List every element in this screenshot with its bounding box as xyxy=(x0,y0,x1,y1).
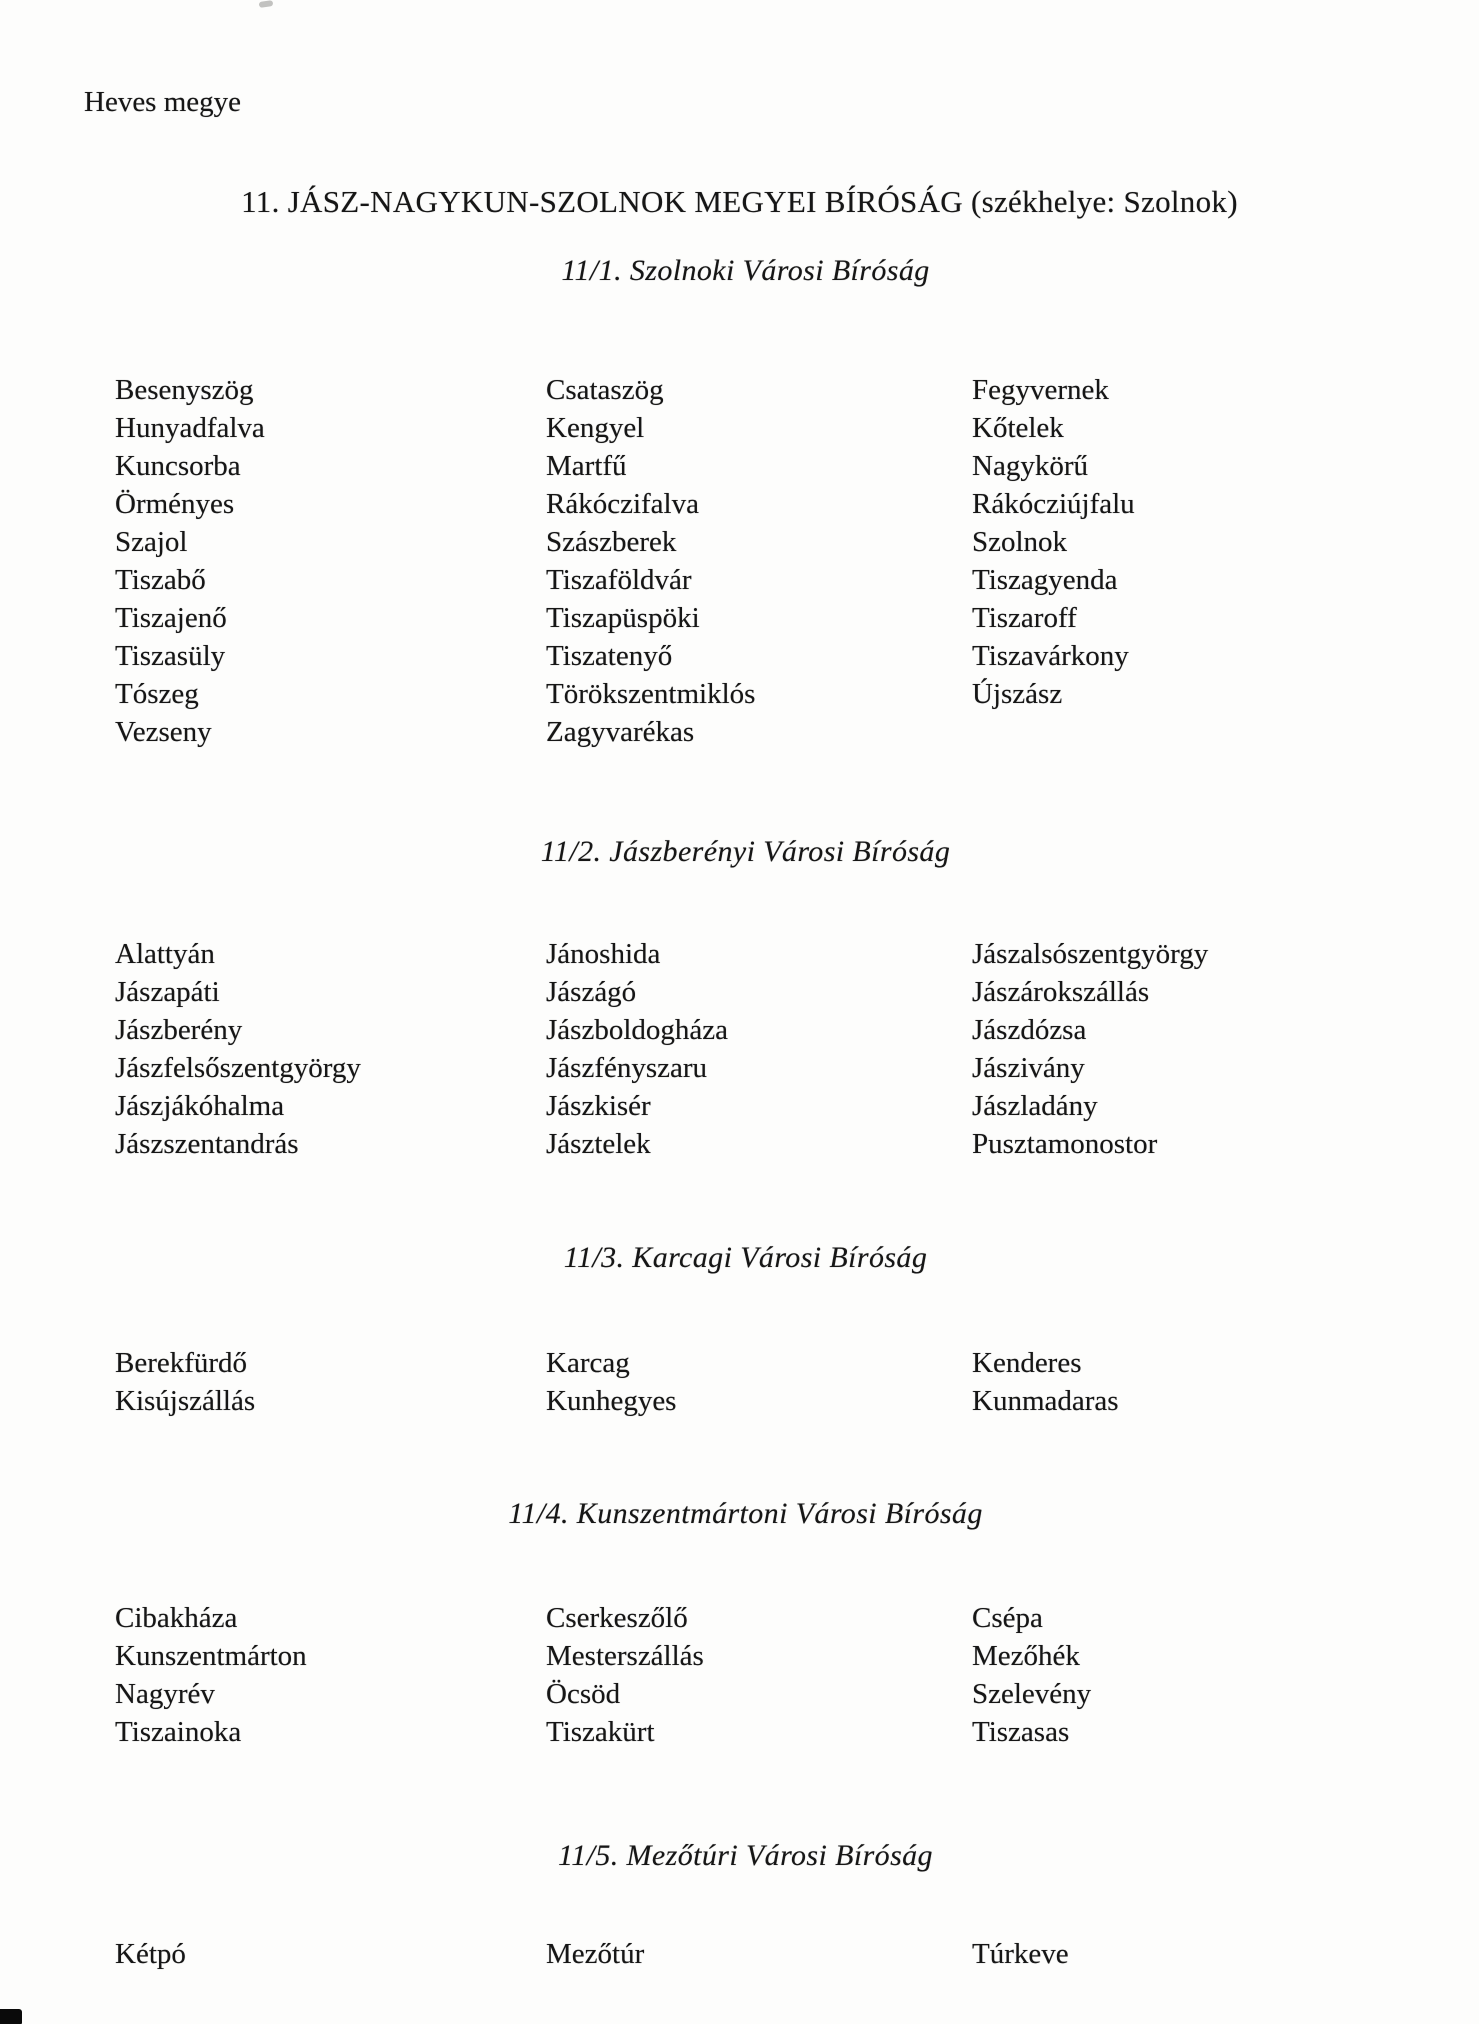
city-name: Kenderes xyxy=(972,1347,1082,1379)
region-label: Heves megye xyxy=(84,86,242,118)
city-name: Kuncsorba xyxy=(115,450,241,482)
city-name: Hunyadfalva xyxy=(115,412,265,444)
city-name: Tiszaföldvár xyxy=(546,564,692,596)
city-name: Csataszög xyxy=(546,374,664,406)
city-name: Jászberény xyxy=(115,1014,243,1046)
city-name: Zagyvarékas xyxy=(546,716,695,748)
page-title: 11. JÁSZ-NAGYKUN-SZOLNOK MEGYEI BÍRÓSÁG (székhelye: Szolnok) xyxy=(241,184,1238,219)
city-name: Pusztamonostor xyxy=(972,1128,1158,1160)
city-name: Jászkisér xyxy=(546,1090,651,1122)
city-name: Jászfényszaru xyxy=(546,1052,708,1084)
city-name: Jászalsószentgyörgy xyxy=(972,938,1209,970)
city-name: Tószeg xyxy=(115,678,199,710)
city-name: Kunhegyes xyxy=(546,1385,677,1417)
section-heading: 11/3. Karcagi Városi Bíróság xyxy=(563,1241,928,1274)
city-list-column xyxy=(546,371,755,751)
city-list-column xyxy=(972,1599,1091,1751)
city-name: Jászboldogháza xyxy=(546,1014,728,1046)
city-name: Vezseny xyxy=(115,716,212,748)
city-name: Kétpó xyxy=(115,1938,186,1970)
city-name: Mezőtúr xyxy=(546,1938,645,1970)
city-name: Tiszasüly xyxy=(115,640,226,672)
city-list-column xyxy=(115,371,265,751)
city-name: Öcsöd xyxy=(546,1678,621,1710)
city-name: Kőtelek xyxy=(972,412,1064,444)
city-list-column xyxy=(546,1935,644,1973)
city-name: Szajol xyxy=(115,526,188,558)
city-list-column xyxy=(972,1935,1069,1973)
city-name: Örményes xyxy=(115,488,235,520)
city-name: Tiszasas xyxy=(972,1716,1070,1748)
city-name: Rákóczifalva xyxy=(546,488,699,520)
city-name: Besenyszög xyxy=(115,374,254,406)
section-heading: 11/4. Kunszentmártoni Városi Bíróság xyxy=(508,1497,983,1530)
city-name: Jásztelek xyxy=(546,1128,651,1160)
city-list-column xyxy=(546,1344,676,1420)
city-name: Nagykörű xyxy=(972,450,1088,482)
city-name: Cserkeszőlő xyxy=(546,1602,688,1634)
city-name: Kengyel xyxy=(546,412,645,444)
city-name: Tiszagyenda xyxy=(972,564,1118,596)
city-list-column xyxy=(115,1344,255,1420)
city-name: Jánoshida xyxy=(546,938,661,970)
city-list-column xyxy=(972,1344,1119,1420)
section-heading: 11/2. Jászberényi Városi Bíróság xyxy=(540,835,951,868)
city-name: Jászfelsőszentgyörgy xyxy=(115,1052,361,1084)
city-name: Jászladány xyxy=(972,1090,1098,1122)
section-heading: 11/5. Mezőtúri Városi Bíróság xyxy=(558,1839,933,1872)
city-list-column xyxy=(546,1599,704,1751)
city-name: Mesterszállás xyxy=(546,1640,704,1672)
city-name: Karcag xyxy=(546,1347,630,1379)
city-name: Kunszentmárton xyxy=(115,1640,307,1672)
city-name: Törökszentmiklós xyxy=(546,678,756,710)
city-name: Jászjákóhalma xyxy=(115,1090,285,1122)
scan-artifact-bottom-left xyxy=(0,2009,22,2024)
city-name: Túrkeve xyxy=(972,1938,1069,1970)
city-list-column xyxy=(972,371,1135,713)
city-name: Kunmadaras xyxy=(972,1385,1119,1417)
city-name: Rákócziújfalu xyxy=(972,488,1135,520)
city-name: Csépa xyxy=(972,1602,1043,1634)
city-name: Szászberek xyxy=(546,526,677,558)
city-list-column xyxy=(546,935,728,1163)
city-list-column xyxy=(972,935,1208,1163)
city-name: Jászapáti xyxy=(115,976,220,1008)
city-name: Tiszabő xyxy=(115,564,206,596)
city-name: Martfű xyxy=(546,450,627,482)
city-name: Jászdózsa xyxy=(972,1014,1087,1046)
city-name: Kisújszállás xyxy=(115,1385,256,1417)
city-name: Tiszavárkony xyxy=(972,640,1129,672)
scan-artifact-top-speck xyxy=(259,0,274,8)
city-name: Szelevény xyxy=(972,1678,1092,1710)
city-list-column xyxy=(115,935,361,1163)
city-name: Fegyvernek xyxy=(972,374,1109,406)
city-name: Újszász xyxy=(972,678,1063,710)
city-name: Alattyán xyxy=(115,938,215,970)
city-name: Berekfürdő xyxy=(115,1347,248,1379)
city-name: Tiszainoka xyxy=(115,1716,242,1748)
city-name: Tiszapüspöki xyxy=(546,602,700,634)
city-name: Szolnok xyxy=(972,526,1068,558)
city-name: Jászivány xyxy=(972,1052,1085,1084)
section-heading: 11/1. Szolnoki Városi Bíróság xyxy=(561,254,930,287)
city-name: Jászszentandrás xyxy=(115,1128,299,1160)
city-name: Tiszajenő xyxy=(115,602,227,634)
city-name: Jászárokszállás xyxy=(972,976,1150,1008)
city-name: Tiszakürt xyxy=(546,1716,655,1748)
city-list-column xyxy=(115,1935,186,1973)
city-name: Mezőhék xyxy=(972,1640,1080,1672)
city-name: Cibakháza xyxy=(115,1602,238,1634)
city-list-column xyxy=(115,1599,307,1751)
city-name: Tiszaroff xyxy=(972,602,1077,634)
city-name: Jászágó xyxy=(546,976,637,1008)
city-name: Nagyrév xyxy=(115,1678,215,1710)
city-name: Tiszatenyő xyxy=(546,640,673,672)
